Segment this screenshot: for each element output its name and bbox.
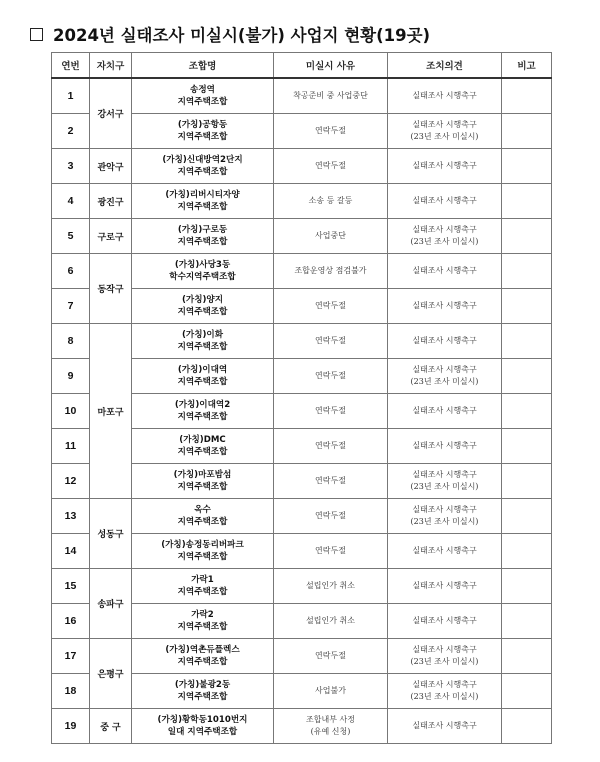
action-cell-line: 실태조사 시행촉구 xyxy=(412,225,477,234)
row-number: 12 xyxy=(52,464,90,499)
reason-cell-line: 설립인가 취소 xyxy=(306,581,355,590)
table-row xyxy=(52,78,552,114)
reason-cell-line: 연락두절 xyxy=(315,511,346,520)
action-cell-line: 실태조사 시행촉구 xyxy=(412,470,477,479)
action-cell-line: 실태조사 시행촉구 xyxy=(412,161,477,170)
row-number: 2 xyxy=(52,114,90,149)
union-name-cell xyxy=(132,499,274,534)
union-name-cell-line: (가칭)이화 xyxy=(181,330,224,340)
reason-cell xyxy=(274,219,388,254)
reason-cell xyxy=(274,499,388,534)
note-cell xyxy=(502,464,552,499)
union-name-cell xyxy=(132,464,274,499)
union-name-cell-line: 지역주택조합 xyxy=(177,587,228,597)
page-title xyxy=(30,22,430,46)
district-cell: 광진구 xyxy=(90,184,132,219)
district-cell: 마포구 xyxy=(90,324,132,499)
union-name-cell xyxy=(132,254,274,289)
action-cell xyxy=(388,359,502,394)
row-number: 5 xyxy=(52,219,90,254)
action-cell xyxy=(388,674,502,709)
reason-cell-line: 조합내부 사정 xyxy=(306,715,355,724)
union-name-cell-line: 지역주택조합 xyxy=(177,167,228,177)
reason-cell-line: 연락두절 xyxy=(315,126,346,135)
union-name-cell-line: 송정역 xyxy=(190,85,215,95)
union-name-cell-line: (가칭)불광2동 xyxy=(174,680,231,690)
union-name-cell-line: 지역주택조합 xyxy=(177,517,228,527)
note-cell xyxy=(502,429,552,464)
reason-cell xyxy=(274,639,388,674)
reason-cell xyxy=(274,429,388,464)
union-name-cell xyxy=(132,184,274,219)
row-number: 3 xyxy=(52,149,90,184)
row-number: 17 xyxy=(52,639,90,674)
district-cell: 중 구 xyxy=(90,709,132,744)
row-number: 11 xyxy=(52,429,90,464)
row-number: 10 xyxy=(52,394,90,429)
reason-cell xyxy=(274,709,388,744)
union-name-cell xyxy=(132,324,274,359)
action-cell xyxy=(388,78,502,114)
union-name-cell xyxy=(132,289,274,324)
union-name-cell-line: (가칭)역촌듀플렉스 xyxy=(165,645,240,655)
reason-cell-line: 사업불가 xyxy=(315,686,346,695)
union-name-cell xyxy=(132,394,274,429)
union-name-cell-line: (가칭)사당3동 xyxy=(174,260,231,270)
action-cell-line: 실태조사 시행촉구 xyxy=(412,581,477,590)
note-cell xyxy=(502,78,552,114)
reason-cell-line: 연락두절 xyxy=(315,651,346,660)
reason-cell-line: 연락두절 xyxy=(315,406,346,415)
action-cell-line: 실태조사 시행촉구 xyxy=(412,196,477,205)
action-cell-line: 실태조사 시행촉구 xyxy=(412,266,477,275)
action-cell xyxy=(388,709,502,744)
union-name-cell-line: (가칭)리버시티자양 xyxy=(165,190,240,200)
action-cell-line: 실태조사 시행촉구 xyxy=(412,680,477,689)
district-cell: 은평구 xyxy=(90,639,132,709)
note-cell xyxy=(502,709,552,744)
action-cell xyxy=(388,499,502,534)
union-name-cell xyxy=(132,709,274,744)
note-cell xyxy=(502,359,552,394)
header-district: 자치구 xyxy=(90,53,132,79)
action-cell-line: 실태조사 시행촉구 xyxy=(412,120,477,129)
table-row xyxy=(52,324,552,359)
reason-cell xyxy=(274,254,388,289)
table-row xyxy=(52,709,552,744)
union-name-cell-line: 일대 지역주택조합 xyxy=(167,727,238,737)
district-cell: 관악구 xyxy=(90,149,132,184)
checkbox-icon xyxy=(30,28,43,41)
note-cell xyxy=(502,604,552,639)
action-cell-line: (23년 조사 미실시) xyxy=(410,692,479,701)
action-cell xyxy=(388,394,502,429)
header-no: 연번 xyxy=(52,53,90,79)
union-name-cell-line: 지역주택조합 xyxy=(177,237,228,247)
union-name-cell-line: 지역주택조합 xyxy=(177,97,228,107)
union-name-cell-line: (가칭)이대역 xyxy=(177,365,228,375)
union-name-cell-line: 지역주택조합 xyxy=(177,202,228,212)
action-cell-line: (23년 조사 미실시) xyxy=(410,517,479,526)
union-name-cell-line: (가칭)공항동 xyxy=(177,120,228,130)
district-cell: 강서구 xyxy=(90,78,132,149)
action-cell xyxy=(388,464,502,499)
row-number: 14 xyxy=(52,534,90,569)
reason-cell xyxy=(274,534,388,569)
union-name-cell-line: 지역주택조합 xyxy=(177,447,228,457)
note-cell xyxy=(502,149,552,184)
union-name-cell-line: 지역주택조합 xyxy=(177,342,228,352)
row-number: 18 xyxy=(52,674,90,709)
header-action: 조치의견 xyxy=(388,53,502,79)
district-cell: 구로구 xyxy=(90,219,132,254)
action-cell xyxy=(388,254,502,289)
reason-cell-line: 소송 등 갈등 xyxy=(308,196,353,205)
action-cell-line: (23년 조사 미실시) xyxy=(410,237,479,246)
reason-cell-line: 연락두절 xyxy=(315,336,346,345)
note-cell xyxy=(502,184,552,219)
union-name-cell xyxy=(132,534,274,569)
reason-cell-line: 사업중단 xyxy=(315,231,346,240)
action-cell xyxy=(388,639,502,674)
note-cell xyxy=(502,534,552,569)
reason-cell xyxy=(274,359,388,394)
union-name-cell-line: 지역주택조합 xyxy=(177,132,228,142)
reason-cell xyxy=(274,78,388,114)
row-number: 1 xyxy=(52,78,90,114)
union-name-cell-line: (가칭)구로동 xyxy=(177,225,228,235)
action-cell xyxy=(388,149,502,184)
row-number: 16 xyxy=(52,604,90,639)
union-name-cell xyxy=(132,149,274,184)
action-cell xyxy=(388,604,502,639)
union-name-cell-line: 가락2 xyxy=(191,610,214,620)
action-cell-line: 실태조사 시행촉구 xyxy=(412,301,477,310)
note-cell xyxy=(502,289,552,324)
union-name-cell xyxy=(132,569,274,604)
union-name-cell-line: 지역주택조합 xyxy=(177,622,228,632)
action-cell-line: 실태조사 시행촉구 xyxy=(412,505,477,514)
table-body xyxy=(52,78,552,744)
action-cell-line: 실태조사 시행촉구 xyxy=(412,406,477,415)
union-name-cell-line: (가칭)황학동1010번지 xyxy=(157,715,248,725)
union-name-cell-line: (가칭)신대방역2단지 xyxy=(162,155,243,165)
header-note: 비고 xyxy=(502,53,552,79)
reason-cell xyxy=(274,464,388,499)
note-cell xyxy=(502,639,552,674)
union-name-cell-line: 지역주택조합 xyxy=(177,552,228,562)
district-cell: 성동구 xyxy=(90,499,132,569)
title-text: 2024년 실태조사 미실시(불가) 사업지 현황(19곳) xyxy=(53,26,431,45)
reason-cell xyxy=(274,394,388,429)
reason-cell xyxy=(274,324,388,359)
note-cell xyxy=(502,499,552,534)
row-number: 19 xyxy=(52,709,90,744)
action-cell-line: 실태조사 시행촉구 xyxy=(412,365,477,374)
row-number: 13 xyxy=(52,499,90,534)
reason-cell-line: 연락두절 xyxy=(315,301,346,310)
action-cell xyxy=(388,429,502,464)
reason-cell xyxy=(274,569,388,604)
header-reason: 미실시 사유 xyxy=(274,53,388,79)
header-union: 조합명 xyxy=(132,53,274,79)
union-name-cell-line: 지역주택조합 xyxy=(177,482,228,492)
union-name-cell-line: 지역주택조합 xyxy=(177,307,228,317)
union-name-cell xyxy=(132,604,274,639)
table-row xyxy=(52,569,552,604)
union-name-cell-line: 옥수 xyxy=(194,505,211,515)
table-row xyxy=(52,184,552,219)
action-cell xyxy=(388,534,502,569)
reason-cell-line: 조합운영상 점검불가 xyxy=(294,266,367,275)
note-cell xyxy=(502,114,552,149)
union-name-cell-line: (가칭)이대역2 xyxy=(174,400,231,410)
action-cell xyxy=(388,289,502,324)
reason-cell xyxy=(274,604,388,639)
note-cell xyxy=(502,674,552,709)
action-cell-line: (23년 조사 미실시) xyxy=(410,482,479,491)
district-cell: 동작구 xyxy=(90,254,132,324)
note-cell xyxy=(502,254,552,289)
reason-cell-line: (유예 신청) xyxy=(310,727,351,736)
reason-cell xyxy=(274,184,388,219)
reason-cell xyxy=(274,114,388,149)
note-cell xyxy=(502,219,552,254)
reason-cell-line: 연락두절 xyxy=(315,441,346,450)
reason-cell xyxy=(274,289,388,324)
union-name-cell-line: 지역주택조합 xyxy=(177,692,228,702)
row-number: 7 xyxy=(52,289,90,324)
action-cell-line: 실태조사 시행촉구 xyxy=(412,645,477,654)
reason-cell-line: 연락두절 xyxy=(315,371,346,380)
action-cell-line: 실태조사 시행촉구 xyxy=(412,546,477,555)
row-number: 15 xyxy=(52,569,90,604)
action-cell xyxy=(388,219,502,254)
reason-cell-line: 연락두절 xyxy=(315,476,346,485)
row-number: 6 xyxy=(52,254,90,289)
row-number: 8 xyxy=(52,324,90,359)
table-row xyxy=(52,149,552,184)
union-name-cell-line: (가칭)DMC xyxy=(179,435,226,445)
row-number: 4 xyxy=(52,184,90,219)
action-cell xyxy=(388,324,502,359)
action-cell-line: 실태조사 시행촉구 xyxy=(412,336,477,345)
union-name-cell xyxy=(132,359,274,394)
table-row xyxy=(52,219,552,254)
union-name-cell-line: (가칭)송정동리버파크 xyxy=(161,540,244,550)
union-name-cell-line: (가칭)마포밤섬 xyxy=(173,470,232,480)
action-cell-line: 실태조사 시행촉구 xyxy=(412,721,477,730)
table-row xyxy=(52,639,552,674)
row-number: 9 xyxy=(52,359,90,394)
union-name-cell-line: 지역주택조합 xyxy=(177,657,228,667)
union-name-cell-line: 지역주택조합 xyxy=(177,412,228,422)
union-name-cell xyxy=(132,639,274,674)
status-table xyxy=(51,52,552,744)
action-cell-line: (23년 조사 미실시) xyxy=(410,377,479,386)
union-name-cell-line: 가락1 xyxy=(191,575,214,585)
district-cell: 송파구 xyxy=(90,569,132,639)
reason-cell-line: 연락두절 xyxy=(315,161,346,170)
union-name-cell xyxy=(132,219,274,254)
union-name-cell xyxy=(132,114,274,149)
action-cell-line: 실태조사 시행촉구 xyxy=(412,91,477,100)
reason-cell-line: 착공준비 중 사업중단 xyxy=(293,91,368,100)
union-name-cell xyxy=(132,78,274,114)
union-name-cell-line: 지역주택조합 xyxy=(177,377,228,387)
union-name-cell xyxy=(132,674,274,709)
note-cell xyxy=(502,324,552,359)
action-cell xyxy=(388,569,502,604)
table-row xyxy=(52,499,552,534)
reason-cell-line: 연락두절 xyxy=(315,546,346,555)
note-cell xyxy=(502,394,552,429)
action-cell-line: (23년 조사 미실시) xyxy=(410,132,479,141)
action-cell xyxy=(388,184,502,219)
action-cell-line: 실태조사 시행촉구 xyxy=(412,616,477,625)
reason-cell xyxy=(274,674,388,709)
table-row xyxy=(52,254,552,289)
header-row xyxy=(52,53,552,79)
note-cell xyxy=(502,569,552,604)
table-header xyxy=(52,53,552,79)
action-cell xyxy=(388,114,502,149)
union-name-cell-line: (가칭)양지 xyxy=(181,295,224,305)
reason-cell xyxy=(274,149,388,184)
action-cell-line: (23년 조사 미실시) xyxy=(410,657,479,666)
union-name-cell-line: 학수지역주택조합 xyxy=(169,272,236,282)
action-cell-line: 실태조사 시행촉구 xyxy=(412,441,477,450)
reason-cell-line: 설립인가 취소 xyxy=(306,616,355,625)
union-name-cell xyxy=(132,429,274,464)
